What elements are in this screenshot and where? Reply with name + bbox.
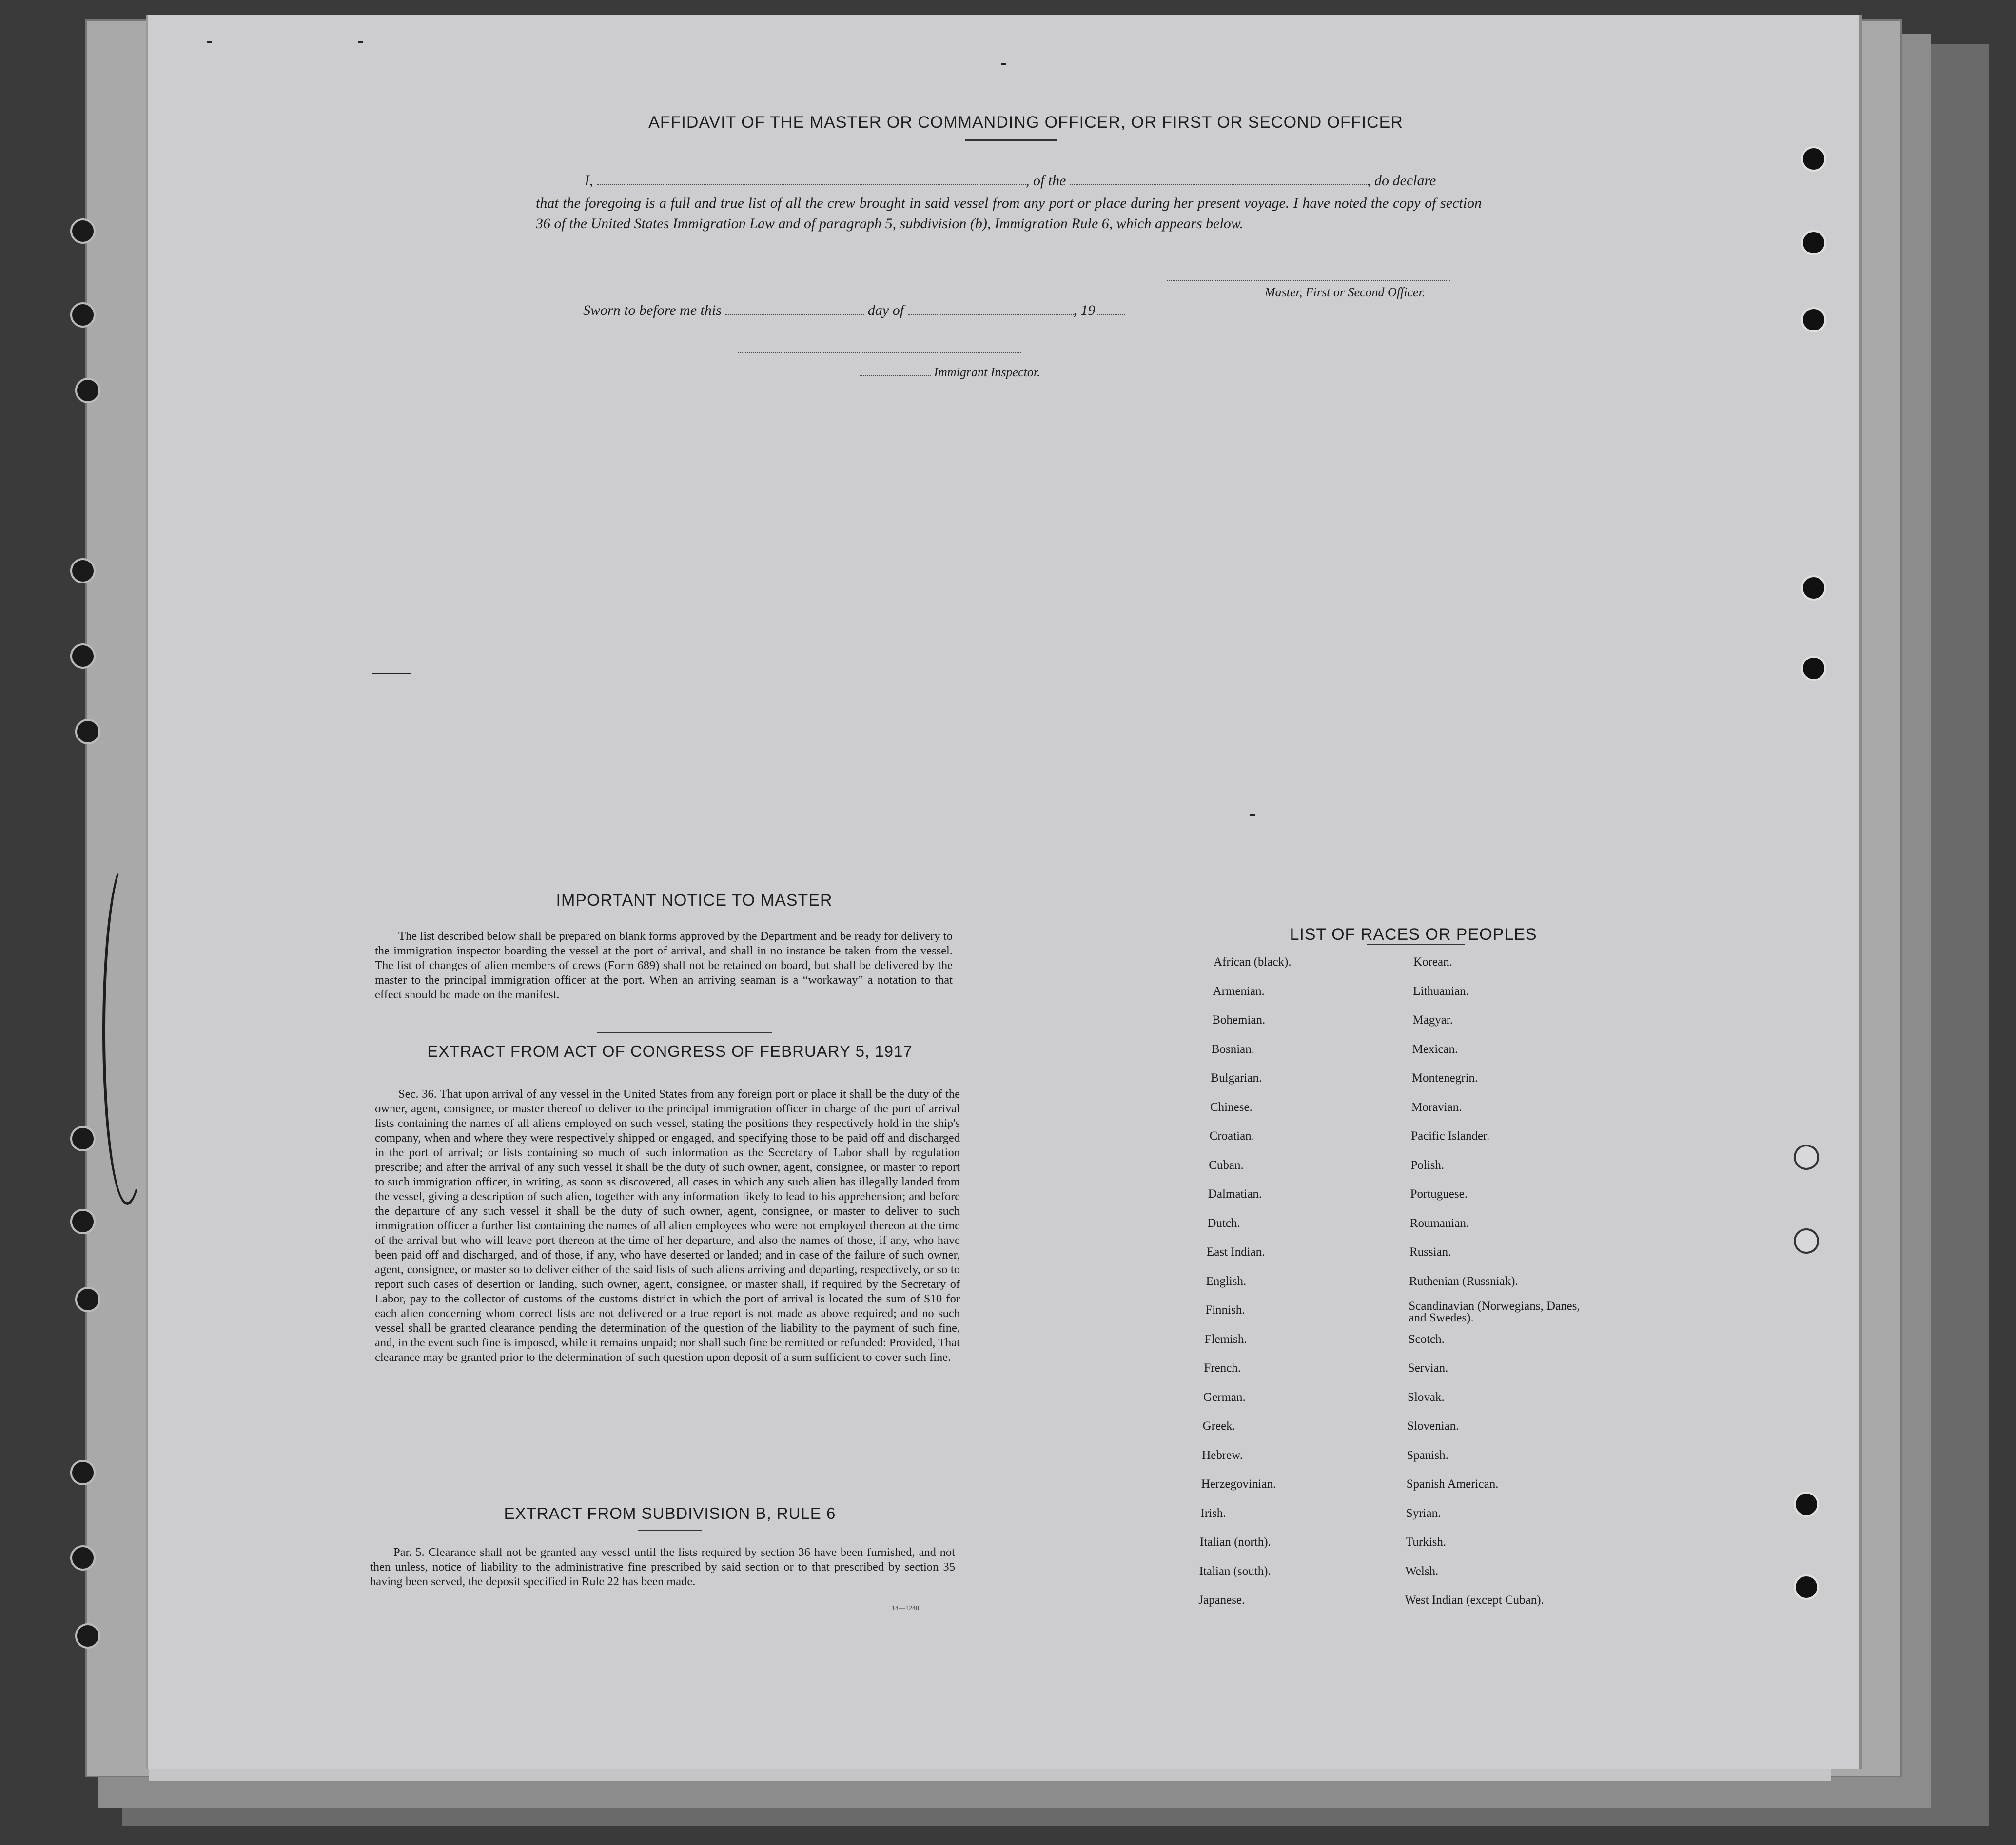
master-signature-field[interactable] <box>1167 280 1450 281</box>
race-item-right: Scandinavian (Norwegians, Danes, and Swedes). <box>1409 1300 1580 1324</box>
race-item-left: Dutch. <box>1207 1216 1240 1230</box>
race-item-right: Pacific Islander. <box>1411 1129 1490 1143</box>
binder-hole <box>1801 575 1826 601</box>
rule-extract-content: Par. 5. Clearance shall not be granted any vessel until the lists required by section 36 have been furnished, and not then unless, notice of liability to the administrative fine prescribed by said section or to that prescribed by section 35 having been served, the deposit specified in Rule 22 has been made. <box>370 1546 955 1588</box>
race-item-left: Italian (north). <box>1200 1535 1271 1549</box>
act-extract-content: Sec. 36. That upon arrival of any vessel in the United States from any foreign port or place it shall be the duty of the owner, agent, consignee, or master thereof to deliver to the principal immigration officer in charge of the port of arrival lists containing the names of all aliens employed on such vessel, stating the positions they respectively hold in the ship's company, when and where they were respectively shipped or engaged, and specifying those to be paid off and discharged in the port of arrival; or lists containing so much of such information as the Secretary of Labor shall by regulation prescribe; and after the arrival of any such vessel it shall be the duty of such owner, agent, consignee, or master to report to such immigration officer, in writing, as soon as discovered, all cases in which any such alien has illegally landed from the vessel, giving a description of such alien, together with any information likely to lead to his apprehension; and before the departure of any such vessel it shall be the duty of such owner, agent, consignee, or master to deliver to such immigration officer a further list containing the names of all alien employees who were not employed thereon at the time of the arrival but who will leave port thereon at the time of her departure, and also the names of those, if any, who have been paid off and discharged, and of those, if any, who have deserted or landed; and in case of the failure of such owner, agent, consignee, or master so to deliver either of the said lists of such aliens arriving and departing, respectively, or so to report such cases of desertion or landing, such owner, agent, consignee, or master shall, if required by the Secretary of Labor, pay to the collector of customs of the customs district in which the port of arrival is located the sum of $10 for each alien concerning whom correct lists are not delivered or a true report is not made as above required; and no such vessel shall be granted clearance pending the determination of the question of the liability to the payment of such fine, and, in the event such fine is imposed, while it remains unpaid; nor shall such fine be remitted or refunded: Provided, That clearance may be granted prior to the determination of such question upon deposit of a sum sufficient to cover such fine. <box>375 1088 960 1364</box>
race-item-right: Montenegrin. <box>1411 1071 1478 1085</box>
binder-hole <box>1801 146 1826 172</box>
binder-hole <box>1794 1145 1819 1170</box>
race-item-left: Chinese. <box>1210 1100 1253 1114</box>
notice-rule <box>597 1032 772 1033</box>
rule-form-number: 14—1240 <box>892 1605 919 1612</box>
speck <box>1250 814 1255 816</box>
binder-hole <box>70 558 96 583</box>
race-item-left: Greek. <box>1202 1419 1235 1433</box>
binder-hole <box>70 1209 96 1234</box>
speck <box>207 41 212 43</box>
day-of-label: day of <box>867 302 904 318</box>
race-item-left: Armenian. <box>1213 984 1265 998</box>
race-item-right: Slovenian. <box>1407 1419 1459 1433</box>
rule-extract-text <box>370 1545 955 1589</box>
rule-extract-title: EXTRACT FROM SUBDIVISION B, RULE 6 <box>504 1504 836 1522</box>
notice-text <box>375 929 953 1002</box>
title-rule <box>965 139 1057 141</box>
race-item-right: Welsh. <box>1405 1564 1439 1578</box>
race-item-right: Roumanian. <box>1409 1216 1469 1230</box>
name-field[interactable] <box>597 174 1026 185</box>
race-item-right: Spanish American. <box>1406 1477 1499 1491</box>
race-item-right: Syrian. <box>1406 1506 1441 1520</box>
race-item-right: Ruthenian (Russniak). <box>1409 1274 1518 1288</box>
race-item-left: African (black). <box>1214 955 1292 969</box>
binder-hole <box>1801 656 1826 681</box>
binder-hole <box>75 1287 100 1312</box>
vessel-field[interactable] <box>1070 174 1367 185</box>
race-item-right: Scotch. <box>1408 1332 1445 1346</box>
binder-hole <box>1801 307 1826 332</box>
race-item-left: Bohemian. <box>1212 1013 1266 1027</box>
affidavit-declaration-line <box>585 171 1436 191</box>
act-extract-title: EXTRACT FROM ACT OF CONGRESS OF FEBRUARY 5, 1917 <box>427 1042 913 1060</box>
binder-hole <box>70 1126 96 1151</box>
race-item-right: Portuguese. <box>1410 1187 1468 1201</box>
race-item-left: Hebrew. <box>1202 1448 1243 1462</box>
i-label: I, <box>585 173 593 189</box>
race-item-left: Finnish. <box>1205 1303 1245 1317</box>
race-item-right: Slovak. <box>1408 1390 1445 1404</box>
race-item-left: East Indian. <box>1207 1245 1265 1259</box>
rule-title-rule <box>638 1530 702 1531</box>
race-item-right: Magyar. <box>1412 1013 1453 1027</box>
race-item-left: French. <box>1204 1361 1241 1375</box>
binder-hole <box>70 643 96 669</box>
race-item-left: Herzegovinian. <box>1201 1477 1276 1491</box>
of-the-label: , of the <box>1026 173 1066 189</box>
inspector-label: Immigrant Inspector. <box>934 365 1040 379</box>
race-item-left: Flemish. <box>1204 1332 1247 1346</box>
race-item-left: Dalmatian. <box>1208 1187 1262 1201</box>
race-item-right: Servian. <box>1408 1361 1448 1375</box>
race-item-left: Japanese. <box>1198 1593 1245 1607</box>
binder-hole <box>75 1623 100 1649</box>
act-extract-text <box>375 1087 960 1365</box>
sworn-year-field[interactable] <box>1096 303 1125 315</box>
sworn-day-field[interactable] <box>725 303 864 315</box>
race-item-right: Spanish. <box>1407 1448 1448 1462</box>
speck <box>358 41 363 43</box>
race-item-right: Mexican. <box>1412 1042 1458 1056</box>
race-item-left: Cuban. <box>1209 1158 1244 1172</box>
race-item-left: German. <box>1203 1390 1246 1404</box>
do-declare-label: , do declare <box>1367 173 1436 189</box>
inspector-line <box>860 365 1040 380</box>
year-prefix: , 19 <box>1073 302 1096 318</box>
race-item-left: Irish. <box>1200 1506 1226 1520</box>
affidavit-title: AFFIDAVIT OF THE MASTER OR COMMANDING OFFICER, OR FIRST OR SECOND OFFICER <box>648 113 1403 132</box>
inspector-signature-field[interactable] <box>738 352 1021 353</box>
sworn-label: Sworn to before me this <box>583 302 722 318</box>
binder-hole <box>70 218 96 244</box>
binder-hole <box>1794 1492 1819 1517</box>
race-item-right: Moravian. <box>1411 1100 1462 1114</box>
binder-hole <box>75 719 100 744</box>
race-item-left: Croatian. <box>1209 1129 1254 1143</box>
race-item-right: Polish. <box>1410 1158 1445 1172</box>
race-item-right: West Indian (except Cuban). <box>1405 1593 1544 1607</box>
notice-text-content: The list described below shall be prepared on blank forms approved by the Department and be ready for delivery to the immigration inspector boarding the vessel at the port of arrival, and shall in no instance be taken from the vessel. The list of changes of alien members of crews (Form 689) shall not be retained on board, but shall be delivered by the master to the principal immigration officer at the port. When an arriving seaman is a “workaway” a notation to that effect should be made on the manifest. <box>375 930 953 1001</box>
binder-hole <box>70 302 96 328</box>
race-item-right: Lithuanian. <box>1413 984 1469 998</box>
speck <box>1001 63 1006 65</box>
race-item-left: Bosnian. <box>1211 1042 1254 1056</box>
race-item-left: Bulgarian. <box>1211 1071 1262 1085</box>
binder-hole <box>1801 230 1826 255</box>
binder-hole <box>75 378 100 403</box>
binder-hole <box>1794 1228 1819 1254</box>
sworn-line <box>583 302 1125 319</box>
speck <box>372 673 411 674</box>
race-item-right: Russian. <box>1409 1245 1451 1259</box>
races-title-rule <box>1367 944 1465 945</box>
affidavit-body: that the foregoing is a full and true list of all the crew brought in said vessel from any port or place during her present voyage. I have noted the copy of section 36 of the United States Immigration Law and of paragraph 5, subdivision (b), Immigration Rule 6, which appears below. <box>536 195 1482 232</box>
document-page <box>146 15 1862 1769</box>
binder-hole <box>70 1460 96 1485</box>
race-item-right: Turkish. <box>1406 1535 1447 1549</box>
races-title: LIST OF RACES OR PEOPLES <box>1290 925 1537 944</box>
race-item-left: Italian (south). <box>1199 1564 1271 1578</box>
notice-title: IMPORTANT NOTICE TO MASTER <box>556 891 833 910</box>
race-item-right: Korean. <box>1413 955 1452 969</box>
master-signature-label: Master, First or Second Officer. <box>1265 285 1426 299</box>
binder-hole <box>70 1545 96 1571</box>
inspector-dots <box>860 365 931 376</box>
sworn-month-field[interactable] <box>908 303 1074 315</box>
race-item-left: English. <box>1206 1274 1247 1288</box>
binder-hole <box>1794 1574 1819 1600</box>
binding-cord <box>102 858 152 1205</box>
